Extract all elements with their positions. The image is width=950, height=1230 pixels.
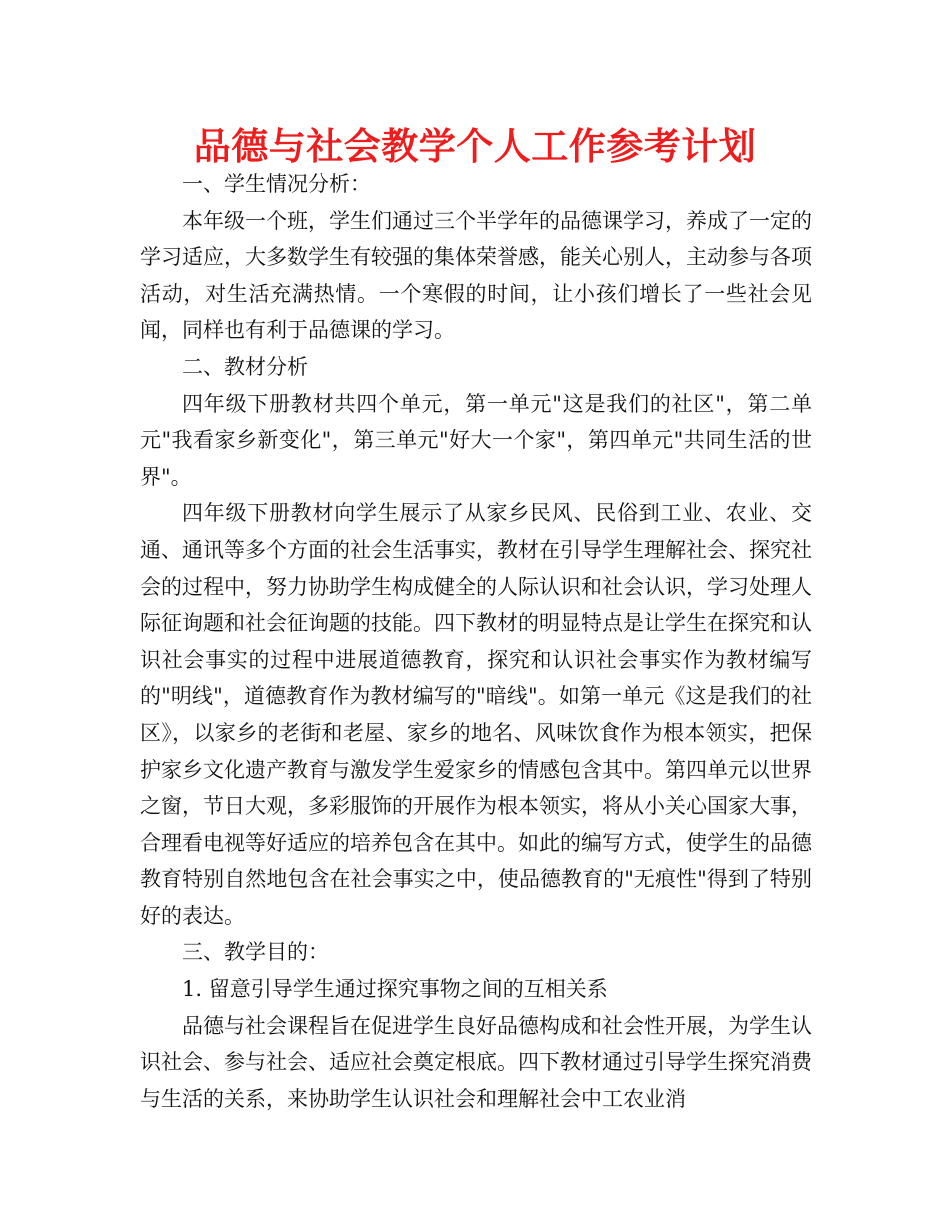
paragraph-textbook-units: 四年级下册教材共四个单元，第一单元"这是我们的社区"，第二单元"我看家乡新变化"，第三单元"好大一个家"，第四单元"共同生活的世界"。 [140,391,812,489]
subheading-goal-1: 1. 留意引导学生通过探究事物之间的互相关系 [182,977,608,1002]
heading-student-analysis: 一、学生情况分析： [182,172,371,196]
document-title: 品德与社会教学个人工作参考计划 [193,125,757,168]
document-body [140,166,812,1117]
paragraph-student-analysis: 本年级一个班，学生们通过三个半学年的品德课学习，养成了一定的学习适应，大多数学生有较强的集体荣誉感，能关心别人，主动参与各项活动，对生活充满热情。一个寒假的时间，让小孩们增长了一些社会见闻，同样也有利于品德课的学习。 [140,208,812,343]
heading-textbook-analysis: 二、教材分析 [182,354,308,379]
heading-teaching-goals: 三、教学目的： [182,940,329,965]
paragraph-textbook-content: 四年级下册教材向学生展示了从家乡民风、民俗到工业、农业、交通、通讯等多个方面的社会生活事实，教材在引导学生理解社会、探究社会的过程中，努力协助学生构成健全的人际认识和社会认识，学习处理人际征询题和社会征询题的技能。四下教材的明显特点是让学生在探究和认识社会事实的过程中进展道德教育，探究和认识社会事实作为教材编写的"明线"，道德教育作为教材编写的"暗线"。如第一单元《这是我们的社区》，以家乡的老街和老屋、家乡的地名、风味饮食作为根本领实，把保护家乡文化遗产教育与激发学生爱家乡的情感包含其中。第四单元以世界之窗，节日大观，多彩服饰的开展作为根本领实，将从小关心国家大事，合理看电视等好适应的培养包含在其中。如此的编写方式，使学生的品德教育特别自然地包含在社会事实之中，使品德教育的"无痕性"得到了特别好的表达。 [140,501,812,928]
paragraph-goal-1: 品德与社会课程旨在促进学生良好品德构成和社会性开展，为学生认识社会、参与社会、适应社会奠定根底。四下教材通过引导学生探究消费与生活的关系，来协助学生认识社会和理解社会中工农业消 [140,1013,812,1111]
